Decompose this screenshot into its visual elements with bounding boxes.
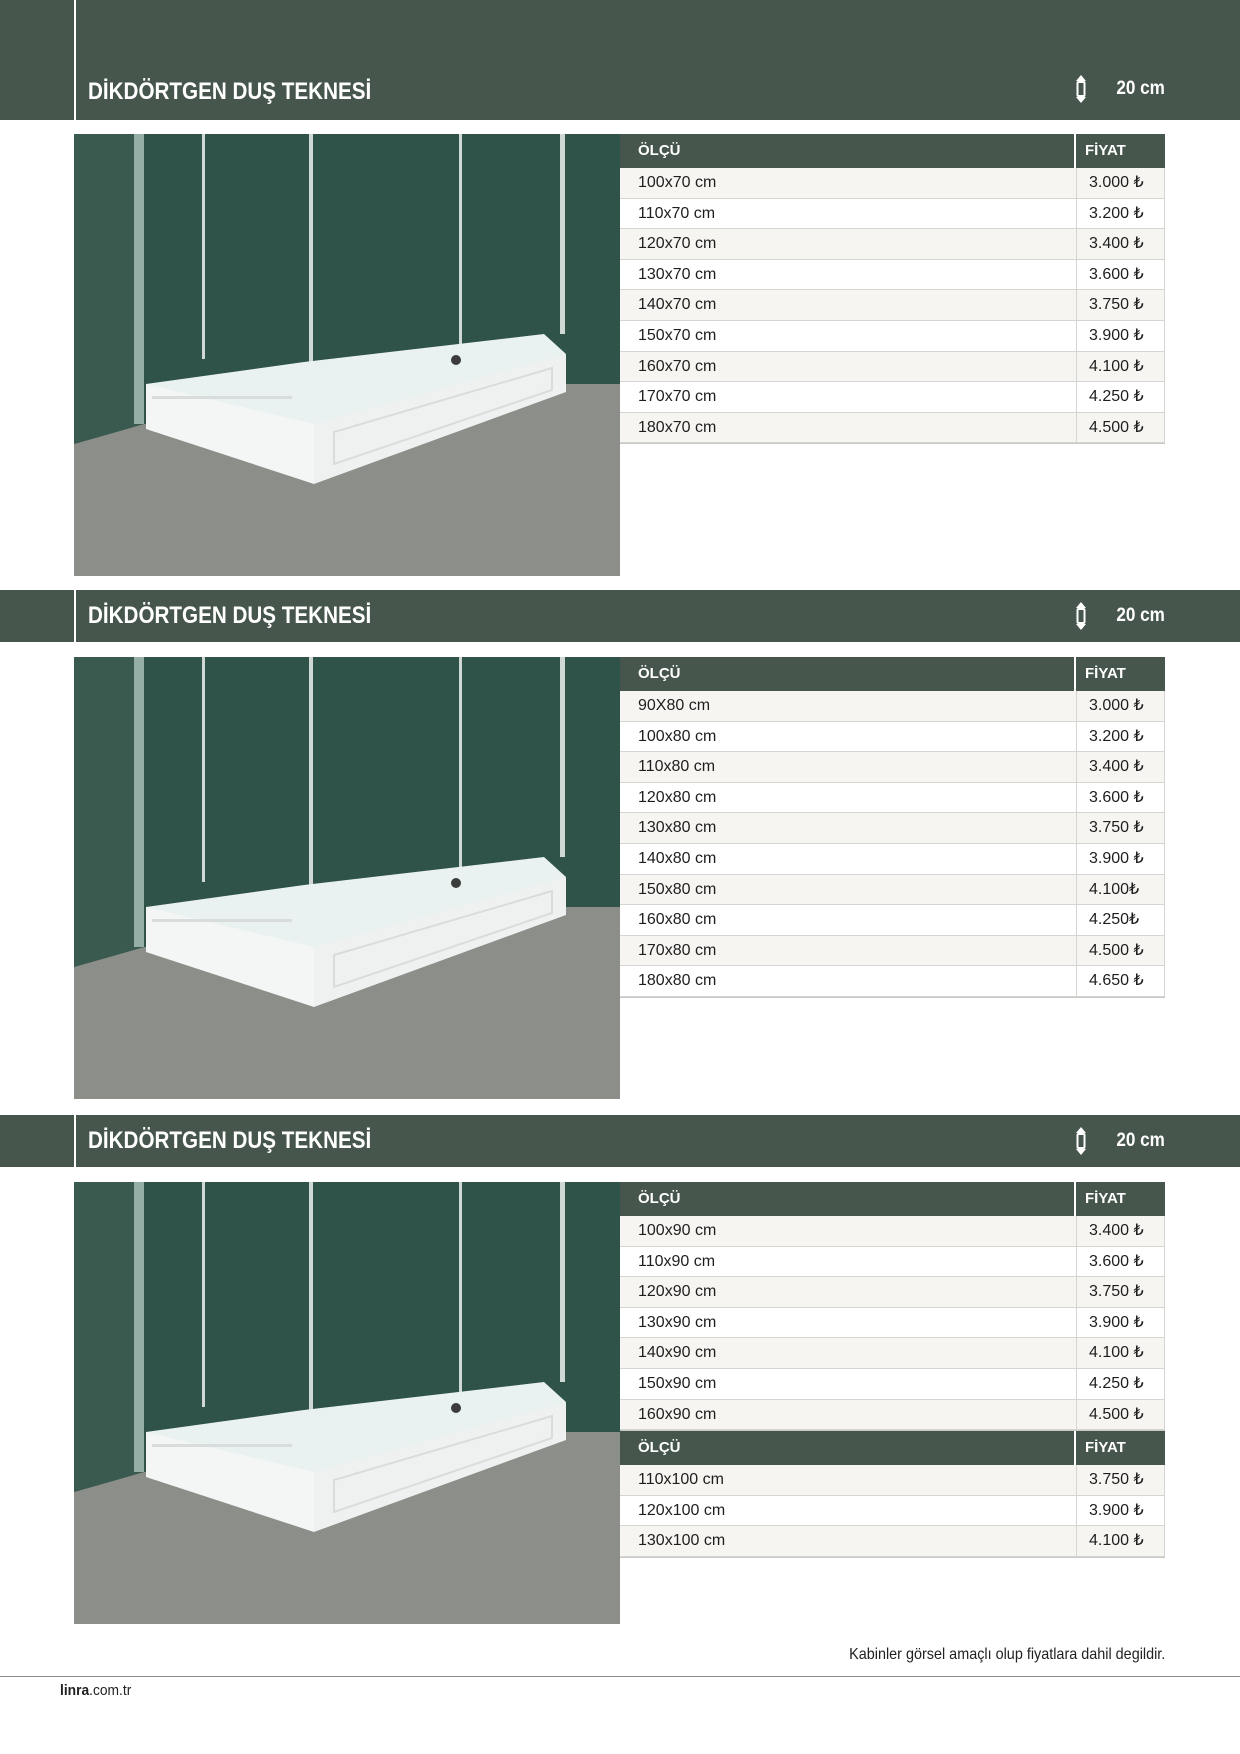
size-cell: 110x80 cm — [638, 758, 716, 776]
price-cell: 4.500 ₺ — [1076, 936, 1165, 966]
table-row — [620, 691, 1165, 722]
table-row — [620, 352, 1165, 383]
size-cell: 90X80 cm — [638, 697, 711, 714]
price-cell: 3.200 ₺ — [1076, 722, 1165, 752]
section-title-3: DİKDÖRTGEN DUŞ TEKNESİ — [88, 1127, 372, 1154]
size-cell: 130x80 cm — [638, 819, 717, 837]
table-row — [620, 199, 1165, 230]
header-accent-line — [74, 0, 76, 120]
price-cell: 4.650 ₺ — [1076, 966, 1165, 996]
price-cell: 3.000 ₺ — [1076, 168, 1165, 198]
section-title-1: DİKDÖRTGEN DUŞ TEKNESİ — [88, 78, 372, 105]
price-cell: 4.250₺ — [1076, 905, 1165, 935]
size-cell: 110x70 cm — [638, 204, 716, 222]
table-row — [620, 966, 1165, 997]
table-header — [620, 1431, 1165, 1465]
size-cell: 170x80 cm — [638, 941, 717, 959]
disclaimer-note: Kabinler görsel amaçlı olup fiyatlara dahil degildir. — [848, 1646, 1165, 1663]
height-label-2: 20 cm — [1116, 605, 1165, 626]
price-cell: 3.400 ₺ — [1076, 752, 1165, 782]
price-cell: 4.100 ₺ — [1076, 1526, 1165, 1556]
shower-tray-image-3 — [74, 1182, 620, 1624]
size-cell: 140x70 cm — [638, 296, 717, 314]
size-cell: 100x90 cm — [638, 1222, 717, 1239]
size-cell: 180x80 cm — [638, 972, 717, 990]
table-row — [620, 1496, 1165, 1527]
price-cell: 4.100 ₺ — [1076, 352, 1165, 382]
table-row — [620, 783, 1165, 814]
table-row — [620, 1465, 1165, 1496]
price-cell: 3.900 ₺ — [1076, 1308, 1165, 1338]
column-header-size: ÖLÇÜ — [620, 657, 1076, 691]
size-cell: 120x80 cm — [638, 788, 717, 806]
table-header — [620, 134, 1165, 168]
section-header-3 — [0, 1115, 1240, 1167]
table-body — [620, 168, 1165, 444]
size-cell: 160x70 cm — [638, 357, 717, 375]
price-cell: 3.400 ₺ — [1076, 229, 1165, 259]
price-cell: 3.750 ₺ — [1076, 1277, 1165, 1307]
table-row — [620, 413, 1165, 444]
price-cell: 3.900 ₺ — [1076, 321, 1165, 351]
column-header-price: FİYAT — [1085, 1439, 1126, 1457]
table-row — [620, 382, 1165, 413]
price-cell: 4.250 ₺ — [1076, 382, 1165, 412]
size-cell: 160x80 cm — [638, 911, 717, 929]
table-row — [620, 875, 1165, 906]
size-cell: 140x80 cm — [638, 849, 717, 867]
table-row — [620, 168, 1165, 199]
price-table-1 — [620, 134, 1165, 444]
table-row — [620, 260, 1165, 291]
price-cell: 3.750 ₺ — [1076, 1465, 1165, 1495]
height-label-1: 20 cm — [1116, 78, 1165, 99]
table-row — [620, 752, 1165, 783]
price-cell: 4.500 ₺ — [1076, 413, 1165, 443]
size-cell: 170x70 cm — [638, 388, 717, 406]
height-arrow-icon — [1072, 74, 1090, 104]
section-header-2 — [0, 590, 1240, 642]
price-cell: 3.900 ₺ — [1076, 844, 1165, 874]
size-cell: 120x100 cm — [638, 1501, 726, 1519]
column-header-price: FİYAT — [1085, 142, 1126, 159]
table-row — [620, 290, 1165, 321]
footer-domain: .com.tr — [89, 1682, 132, 1699]
price-cell: 4.100₺ — [1076, 875, 1165, 905]
price-cell: 3.900 ₺ — [1076, 1496, 1165, 1526]
table-body — [620, 1465, 1165, 1558]
size-cell: 130x90 cm — [638, 1313, 717, 1331]
table-row — [620, 905, 1165, 936]
size-cell: 100x80 cm — [638, 727, 717, 745]
price-cell: 3.400 ₺ — [1076, 1216, 1165, 1246]
price-cell: 4.250 ₺ — [1076, 1369, 1165, 1399]
shower-tray-image-2 — [74, 657, 620, 1099]
table-row — [620, 936, 1165, 967]
section-header-1 — [0, 0, 1240, 120]
price-cell: 3.000 ₺ — [1076, 691, 1165, 721]
price-cell: 3.200 ₺ — [1076, 199, 1165, 229]
price-cell: 4.500 ₺ — [1076, 1400, 1165, 1430]
table-row — [620, 844, 1165, 875]
price-cell: 3.600 ₺ — [1076, 260, 1165, 290]
size-cell: 160x90 cm — [638, 1405, 717, 1423]
footer-divider — [0, 1676, 1240, 1677]
price-cell: 4.100 ₺ — [1076, 1338, 1165, 1368]
price-cell: 3.600 ₺ — [1076, 783, 1165, 813]
column-header-size: ÖLÇÜ — [620, 1431, 1076, 1465]
column-header-size: ÖLÇÜ — [620, 1182, 1076, 1216]
price-cell: 3.750 ₺ — [1076, 813, 1165, 843]
table-row — [620, 1526, 1165, 1557]
table-row — [620, 1216, 1165, 1247]
size-cell: 150x90 cm — [638, 1374, 717, 1392]
size-cell: 110x100 cm — [638, 1471, 724, 1489]
size-cell: 120x90 cm — [638, 1283, 717, 1301]
price-cell: 3.750 ₺ — [1076, 290, 1165, 320]
footer-website[interactable] — [60, 1682, 131, 1699]
size-cell: 110x90 cm — [638, 1252, 716, 1270]
table-body — [620, 691, 1165, 998]
table-row — [620, 1308, 1165, 1339]
size-cell: 150x70 cm — [638, 326, 717, 344]
table-header — [620, 657, 1165, 691]
shower-tray-image-1 — [74, 134, 620, 576]
price-cell: 3.600 ₺ — [1076, 1247, 1165, 1277]
table-row — [620, 722, 1165, 753]
table-header — [620, 1182, 1165, 1216]
size-cell: 130x70 cm — [638, 265, 717, 283]
table-row — [620, 1369, 1165, 1400]
size-cell: 140x90 cm — [638, 1344, 717, 1362]
table-row — [620, 1247, 1165, 1278]
size-cell: 100x70 cm — [638, 174, 717, 191]
table-row — [620, 229, 1165, 260]
column-header-size: ÖLÇÜ — [620, 134, 1076, 168]
table-row — [620, 1338, 1165, 1369]
size-cell: 150x80 cm — [638, 880, 717, 898]
section-title-2: DİKDÖRTGEN DUŞ TEKNESİ — [88, 602, 372, 629]
size-cell: 120x70 cm — [638, 235, 717, 253]
price-table-2 — [620, 657, 1165, 998]
price-table-3 — [620, 1182, 1165, 1558]
footer-brand: linra — [60, 1682, 90, 1699]
height-arrow-icon — [1072, 1126, 1090, 1156]
size-cell: 130x100 cm — [638, 1532, 726, 1550]
table-row — [620, 1277, 1165, 1308]
table-row — [620, 813, 1165, 844]
header-accent-line — [74, 590, 76, 642]
table-body — [620, 1216, 1165, 1431]
height-label-3: 20 cm — [1116, 1130, 1165, 1151]
column-header-price: FİYAT — [1085, 665, 1126, 682]
header-accent-line — [74, 1115, 76, 1167]
column-header-price: FİYAT — [1085, 1190, 1126, 1207]
table-row — [620, 1400, 1165, 1431]
size-cell: 180x70 cm — [638, 418, 717, 436]
table-row — [620, 321, 1165, 352]
height-arrow-icon — [1072, 601, 1090, 631]
